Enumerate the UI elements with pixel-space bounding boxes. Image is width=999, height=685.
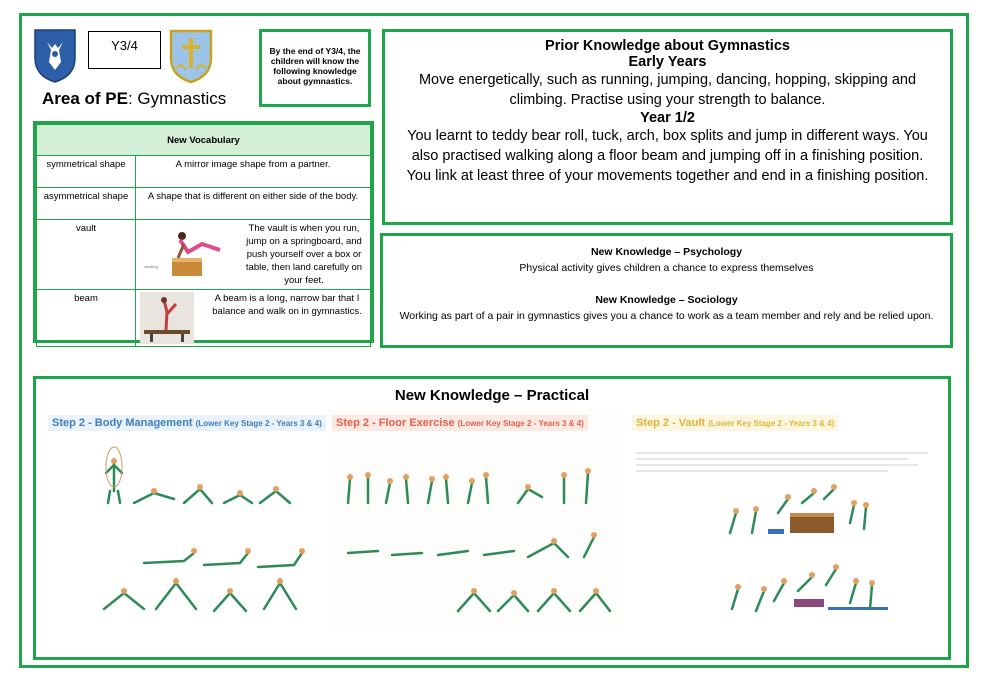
- vault-image: [140, 222, 236, 278]
- vocab-definition: A mirror image shape from a partner.: [136, 156, 371, 188]
- vocab-definition: The vault is when you run, jump on a springboard, and push yourself over a box or table, then land carefully on your feet.: [245, 223, 363, 286]
- vocab-vault-cell: [136, 220, 371, 290]
- early-years-text: Move energetically, such as running, jumping, dancing, hopping, skipping and climbing. Practise using your strength to balance.: [418, 72, 917, 108]
- svg-text:vaulting: vaulting: [144, 264, 158, 269]
- floor-exercise-title: Step 2 - Floor Exercise (Lower Key Stage 2 - Years 3 & 4): [332, 415, 588, 431]
- sociology-text: Working as part of a pair in gymnastics gives you a chance to work as a team member and rely and be relied upon.: [399, 310, 934, 322]
- vocab-term: asymmetrical shape: [37, 188, 136, 220]
- vocabulary-heading: New Vocabulary: [37, 125, 371, 156]
- vocab-term: vault: [37, 220, 136, 290]
- right-crest-icon: [168, 28, 214, 84]
- year12-heading: Year 1/2: [640, 110, 695, 126]
- early-years-heading: Early Years: [628, 54, 707, 70]
- year12-text: You learnt to teddy bear roll, tuck, arch, box splits and jump in different ways. You also practised walking along a floor beam and jumping off in a finishing position. You link at least three of your movements together and end in a finishing position.: [406, 128, 929, 184]
- left-crest-icon: [33, 28, 77, 84]
- body-management-title: Step 2 - Body Management (Lower Key Stage 2 - Years 3 & 4): [48, 415, 326, 431]
- intro-box: By the end of Y3/4, the children will know the following knowledge about gymnastics.: [259, 29, 371, 107]
- floor-exercise-panel: [328, 409, 624, 629]
- vault-title: Step 2 - Vault (Lower Key Stage 2 - Years 3 & 4): [632, 415, 838, 431]
- prior-title: Prior Knowledge about Gymnastics: [545, 38, 790, 54]
- area-label: Area of PE: [42, 89, 128, 108]
- new-knowledge-box: [380, 233, 953, 348]
- psychology-heading: New Knowledge – Psychology: [590, 246, 743, 258]
- practical-title: New Knowledge – Practical: [394, 387, 590, 404]
- area-title: [42, 89, 226, 109]
- area-value: : Gymnastics: [127, 89, 227, 108]
- vocab-definition: A beam is a long, narrow bar that I balance and walk on in gymnastics.: [212, 293, 362, 317]
- practical-box: [33, 376, 951, 660]
- beam-image: [140, 292, 194, 344]
- vault-panel: [628, 409, 946, 629]
- year-label: Y3/4: [88, 31, 161, 69]
- vault-figures: [628, 433, 946, 629]
- vocab-term: symmetrical shape: [37, 156, 136, 188]
- floor-exercise-figures: [328, 433, 624, 629]
- psychology-text: Physical activity gives children a chance to express themselves: [519, 262, 814, 274]
- vocab-term: beam: [37, 290, 136, 347]
- sociology-heading: New Knowledge – Sociology: [595, 294, 738, 306]
- vocab-definition: A shape that is different on either side of the body.: [136, 188, 371, 220]
- vocabulary-table: [33, 121, 374, 343]
- body-management-panel: [44, 409, 326, 629]
- prior-knowledge-box: [382, 29, 953, 225]
- vocab-beam-cell: [136, 290, 371, 347]
- body-management-figures: [44, 433, 326, 629]
